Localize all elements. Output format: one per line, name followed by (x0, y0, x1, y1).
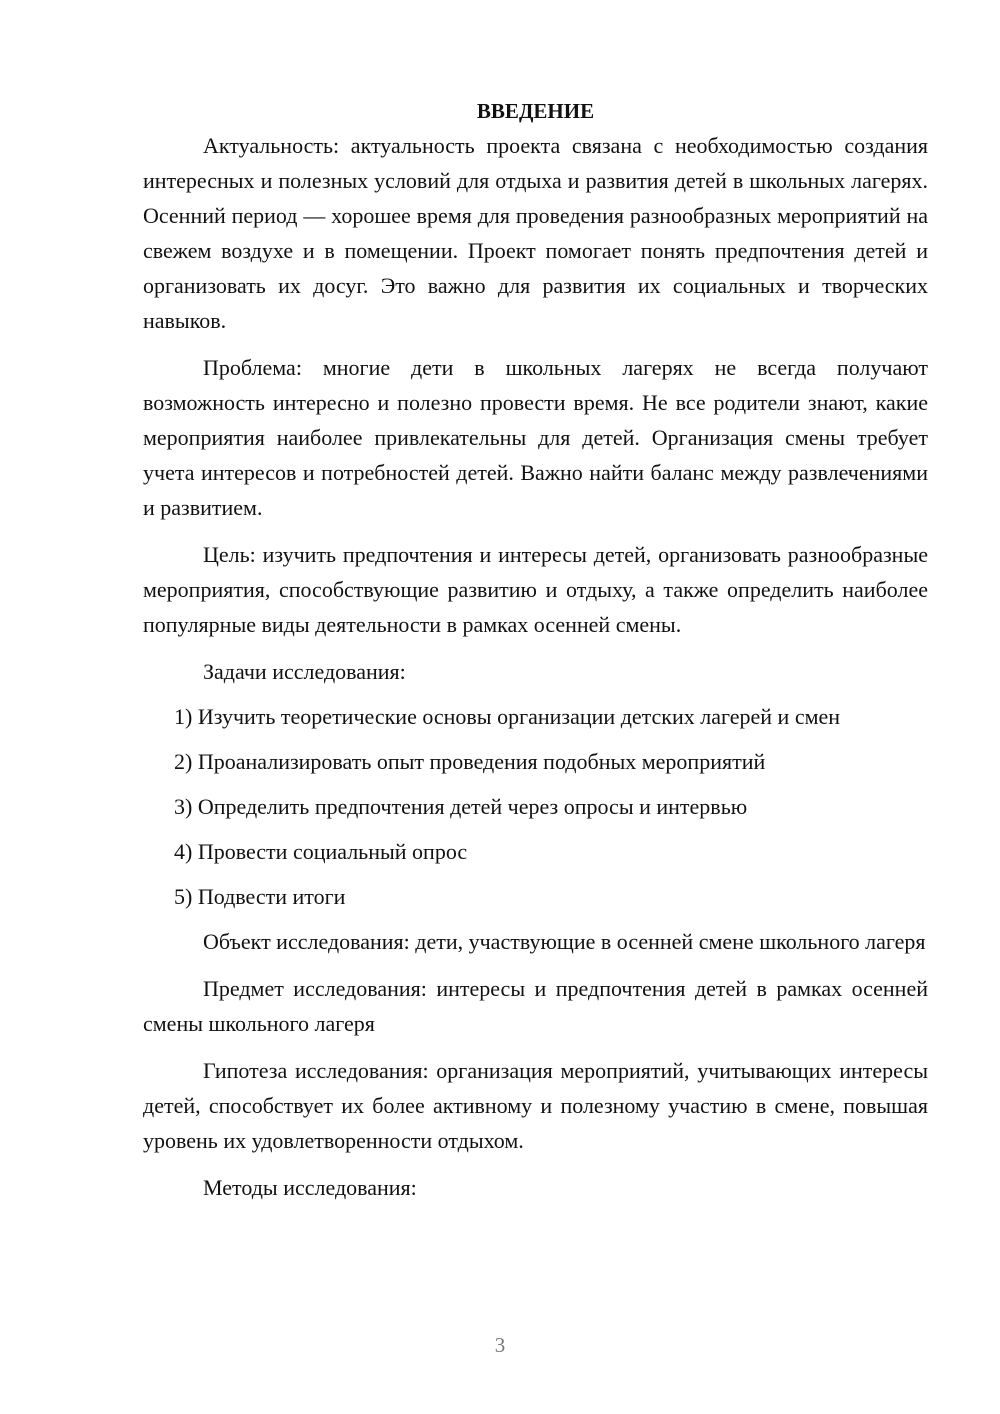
goal-paragraph: Цель: изучить предпочтения и интересы детей, организовать разнообразные мероприятия, способствующие развитию и отдыху, а также определить наиболее популярные виды деятельности в рамках осенней смены. (143, 542, 928, 637)
list-item: 1) Изучить теоретические основы организации детских лагерей и смен (174, 704, 841, 729)
section-title: ВВЕДЕНИЕ (476, 99, 595, 123)
tasks-heading: Задачи исследования: (203, 659, 406, 684)
hypothesis-paragraph: Гипотеза исследования: организация мероприятий, учитывающих интересы детей, способствует их более активному и полезному участию в смене, повышая уровень их удовлетворенности отдыхом. (143, 1058, 928, 1153)
list-item: 4) Провести социальный опрос (174, 839, 468, 864)
list-item: 3) Определить предпочтения детей через опросы и интервью (174, 794, 748, 819)
list-item: 2) Проанализировать опыт проведения подобных мероприятий (174, 749, 766, 774)
methods-heading: Методы исследования: (203, 1175, 417, 1200)
subject-paragraph: Предмет исследования: интересы и предпочтения детей в рамках осенней смены школьного лагеря (143, 976, 928, 1036)
object-paragraph: Объект исследования: дети, участвующие в осенней смене школьного лагеря (203, 929, 926, 954)
problem-paragraph: Проблема: многие дети в школьных лагерях не всегда получают возможность интересно и полезно провести время. Не все родители знают, какие мероприятия наиболее привлекательны для детей. Организация смены требует учета интересов и потребностей детей. Важно найти баланс между развлечениями и развитием. (143, 355, 928, 520)
page-number: 3 (494, 1333, 506, 1357)
list-item: 5) Подвести итоги (174, 884, 346, 909)
relevance-paragraph: Актуальность: актуальность проекта связана с необходимостью создания интересных и полезных условий для отдыха и развития детей в школьных лагерях. Осенний период — хорошее время для проведения разнообразных мероприятий на свежем воздухе и в помещении. Проект помогает понять предпочтения детей и организовать их досуг. Это важно для развития их социальных и творческих навыков. (143, 133, 928, 333)
page-content (143, 94, 928, 1215)
tasks-list (143, 699, 928, 914)
